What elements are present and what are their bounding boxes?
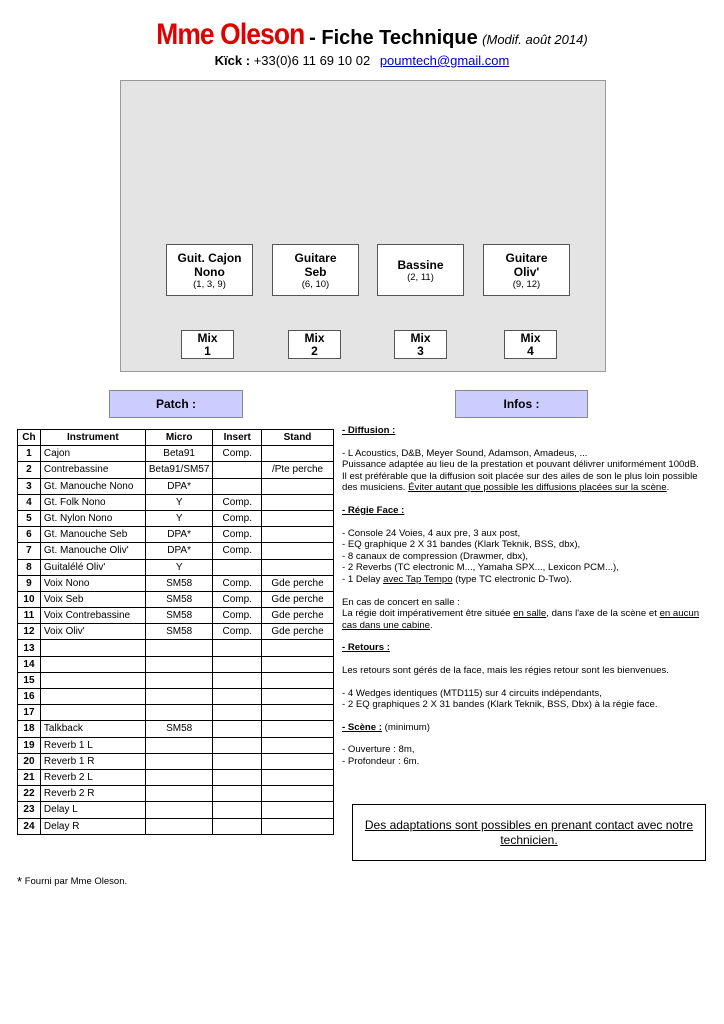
table-cell xyxy=(262,818,334,834)
table-cell: 8 xyxy=(18,559,41,575)
table-cell: 6 xyxy=(18,527,41,543)
info-line: - 8 canaux de compression (Drawmer, dbx), xyxy=(342,550,529,562)
table-cell: 4 xyxy=(18,494,41,510)
info-line: - 1 Delay avec Tap Tempo (type TC electronic D-Two). xyxy=(342,573,572,585)
table-cell: 24 xyxy=(18,818,41,834)
table-cell: Gde perche xyxy=(262,624,334,640)
asterisk: * xyxy=(17,874,23,889)
regie-title: - Régie Face : xyxy=(342,504,405,516)
adaptation-line: technicien. xyxy=(500,833,558,847)
table-row xyxy=(18,656,334,672)
table-cell xyxy=(262,753,334,769)
table-cell xyxy=(40,705,145,721)
musician-box-4 xyxy=(483,244,570,296)
musician-name: Guitare xyxy=(505,251,548,265)
table-cell xyxy=(213,802,262,818)
table-cell: 5 xyxy=(18,510,41,526)
table-cell: Reverb 2 R xyxy=(40,786,145,802)
info-line: Puissance adaptée au lieu de la prestation et pouvant délivrer uniformément 100dB. xyxy=(342,459,699,471)
table-cell: 22 xyxy=(18,786,41,802)
table-cell: Delay R xyxy=(40,818,145,834)
table-cell: Comp. xyxy=(213,608,262,624)
table-cell xyxy=(262,640,334,656)
table-row xyxy=(18,510,334,526)
table-cell xyxy=(262,672,334,688)
table-row xyxy=(18,769,334,785)
info-line: des musiciens. Éviter autant que possible les diffusions placées sur la scène. xyxy=(342,482,670,494)
musician-name: Guitare xyxy=(294,251,337,265)
table-cell: Voix Oliv' xyxy=(40,624,145,640)
table-row xyxy=(18,575,334,591)
table-cell: 12 xyxy=(18,624,41,640)
info-line: - Console 24 Voies, 4 aux pre, 3 aux post, xyxy=(342,527,521,539)
table-cell: Comp. xyxy=(213,527,262,543)
col-header-insert: Insert xyxy=(213,430,262,446)
table-cell: Voix Nono xyxy=(40,575,145,591)
table-cell: 9 xyxy=(18,575,41,591)
table-cell: Comp. xyxy=(213,510,262,526)
table-row xyxy=(18,608,334,624)
table-cell: Gde perche xyxy=(262,575,334,591)
table-cell xyxy=(262,769,334,785)
table-cell: DPA* xyxy=(145,543,213,559)
table-row xyxy=(18,446,334,462)
table-cell: Beta91 xyxy=(145,446,213,462)
table-cell xyxy=(145,640,213,656)
table-cell: Contrebassine xyxy=(40,462,145,478)
table-cell xyxy=(213,640,262,656)
band-name: Mme Oleson xyxy=(156,18,305,51)
table-cell: DPA* xyxy=(145,478,213,494)
table-cell xyxy=(145,656,213,672)
table-cell xyxy=(145,753,213,769)
table-cell: Guitalélé Oliv' xyxy=(40,559,145,575)
table-cell xyxy=(262,527,334,543)
table-cell xyxy=(262,705,334,721)
musician-name: Oliv' xyxy=(513,265,540,279)
diffusion-title: - Diffusion : xyxy=(342,425,396,436)
footnote xyxy=(17,874,127,889)
table-cell: Gt. Manouche Oliv' xyxy=(40,543,145,559)
mix-box-4: Mix 4 xyxy=(504,330,557,359)
table-cell: Delay L xyxy=(40,802,145,818)
table-cell xyxy=(40,689,145,705)
info-line: cas dans une cabine. xyxy=(342,619,433,631)
table-cell: SM58 xyxy=(145,721,213,737)
doc-subtitle: - Fiche Technique xyxy=(309,27,478,49)
table-row xyxy=(18,543,334,559)
table-cell: 19 xyxy=(18,737,41,753)
table-cell: Talkback xyxy=(40,721,145,737)
mix-box-1: Mix 1 xyxy=(181,330,234,359)
footnote-text: Fourni par Mme Oleson. xyxy=(24,876,128,887)
table-cell xyxy=(213,462,262,478)
page-title xyxy=(0,18,724,52)
infos-panel xyxy=(342,425,712,767)
table-cell: Comp. xyxy=(213,446,262,462)
table-cell: Gt. Nylon Nono xyxy=(40,510,145,526)
table-cell xyxy=(213,721,262,737)
infos-header: Infos : xyxy=(455,390,588,418)
table-row xyxy=(18,672,334,688)
table-cell: 17 xyxy=(18,705,41,721)
scene-title-line: - Scène : (minimum) xyxy=(342,721,430,733)
table-cell xyxy=(262,689,334,705)
table-cell: Reverb 1 L xyxy=(40,737,145,753)
musician-box-1 xyxy=(166,244,253,296)
col-header-ch: Ch xyxy=(18,430,41,446)
table-cell: Voix Seb xyxy=(40,591,145,607)
info-line: - Ouverture : 8m, xyxy=(342,744,415,756)
table-cell: Gt. Folk Nono xyxy=(40,494,145,510)
musician-name: Seb xyxy=(304,265,327,279)
info-line: - 2 Reverbs (TC electronic M..., Yamaha SPX..., Lexicon PCM...), xyxy=(342,562,619,574)
patch-table xyxy=(17,429,334,835)
table-cell: 21 xyxy=(18,769,41,785)
table-cell: Y xyxy=(145,559,213,575)
adaptation-line: Des adaptations sont possibles en prenant contact avec notre xyxy=(364,818,694,832)
table-row xyxy=(18,818,334,834)
table-cell xyxy=(262,802,334,818)
table-cell: Comp. xyxy=(213,624,262,640)
table-cell: 7 xyxy=(18,543,41,559)
table-cell: Cajon xyxy=(40,446,145,462)
table-cell xyxy=(262,543,334,559)
table-cell xyxy=(262,737,334,753)
table-cell: Comp. xyxy=(213,543,262,559)
table-cell: Y xyxy=(145,494,213,510)
table-cell: 18 xyxy=(18,721,41,737)
table-row xyxy=(18,478,334,494)
col-header-instrument: Instrument xyxy=(40,430,145,446)
retours-title: - Retours : xyxy=(342,642,390,654)
table-cell: Comp. xyxy=(213,591,262,607)
musician-name: Guit. Cajon xyxy=(177,251,242,265)
table-cell: 11 xyxy=(18,608,41,624)
table-cell: /Pte perche xyxy=(262,462,334,478)
modif-date: (Modif. août 2014) xyxy=(482,32,588,47)
table-cell xyxy=(262,721,334,737)
table-cell xyxy=(213,705,262,721)
table-cell xyxy=(213,769,262,785)
table-row xyxy=(18,705,334,721)
contact-email-link[interactable]: poumtech@gmail.com xyxy=(379,53,510,68)
table-cell: 13 xyxy=(18,640,41,656)
table-cell xyxy=(145,802,213,818)
table-cell xyxy=(262,786,334,802)
table-cell xyxy=(213,672,262,688)
adaptation-note xyxy=(352,804,706,861)
table-cell: Gde perche xyxy=(262,591,334,607)
table-cell xyxy=(145,689,213,705)
stage-plan xyxy=(120,80,606,372)
info-line: - EQ graphique 2 X 31 bandes (Klark Teknik, BSS, dbx), xyxy=(342,539,581,551)
table-cell: Gde perche xyxy=(262,608,334,624)
table-row xyxy=(18,527,334,543)
table-row xyxy=(18,721,334,737)
table-cell xyxy=(145,737,213,753)
table-cell: 1 xyxy=(18,446,41,462)
table-cell xyxy=(262,494,334,510)
table-cell: 10 xyxy=(18,591,41,607)
table-row xyxy=(18,802,334,818)
table-row xyxy=(18,689,334,705)
musician-channels: (9, 12) xyxy=(512,279,541,290)
table-cell: Y xyxy=(145,510,213,526)
table-cell xyxy=(145,786,213,802)
table-row xyxy=(18,786,334,802)
table-cell: Beta91/SM57 xyxy=(145,462,213,478)
table-cell xyxy=(145,705,213,721)
contact-line xyxy=(0,53,724,68)
table-cell xyxy=(262,510,334,526)
table-cell xyxy=(213,753,262,769)
patch-header: Patch : xyxy=(109,390,243,418)
info-line: - L Acoustics, D&B, Meyer Sound, Adamson, Amadeus, ... xyxy=(342,447,588,459)
table-cell: Comp. xyxy=(213,575,262,591)
info-line: En cas de concert en salle : xyxy=(342,596,460,608)
musician-name: Nono xyxy=(194,265,225,279)
col-header-micro: Micro xyxy=(145,430,213,446)
table-cell: SM58 xyxy=(145,608,213,624)
table-cell: Reverb 2 L xyxy=(40,769,145,785)
table-row xyxy=(18,624,334,640)
table-row xyxy=(18,559,334,575)
table-cell xyxy=(213,559,262,575)
musician-channels: (2, 11) xyxy=(407,272,434,283)
info-line: - Profondeur : 6m. xyxy=(342,755,420,767)
table-cell: SM58 xyxy=(145,591,213,607)
table-cell xyxy=(40,640,145,656)
table-cell: 14 xyxy=(18,656,41,672)
table-row xyxy=(18,640,334,656)
mix-box-3: Mix 3 xyxy=(394,330,447,359)
table-cell: Comp. xyxy=(213,494,262,510)
table-cell xyxy=(40,656,145,672)
table-cell xyxy=(213,818,262,834)
info-line: - 4 Wedges identiques (MTD115) sur 4 circuits indépendants, xyxy=(342,687,602,699)
table-cell xyxy=(145,818,213,834)
table-cell xyxy=(145,769,213,785)
table-row xyxy=(18,591,334,607)
table-cell: 16 xyxy=(18,689,41,705)
table-cell xyxy=(213,737,262,753)
musician-channels: (6, 10) xyxy=(301,279,330,290)
mix-box-2: Mix 2 xyxy=(288,330,341,359)
scene-title: - Scène : xyxy=(342,721,382,733)
table-cell: 2 xyxy=(18,462,41,478)
table-cell: SM58 xyxy=(145,624,213,640)
patch-header-row xyxy=(18,430,334,446)
musician-channels: (1, 3, 9) xyxy=(193,279,226,290)
table-cell: 20 xyxy=(18,753,41,769)
table-row xyxy=(18,494,334,510)
table-cell xyxy=(262,446,334,462)
contact-label: Kïck : xyxy=(214,53,251,68)
table-cell: 3 xyxy=(18,478,41,494)
musician-box-2 xyxy=(272,244,359,296)
musician-box-3 xyxy=(377,244,464,296)
table-cell: SM58 xyxy=(145,575,213,591)
table-cell xyxy=(213,656,262,672)
table-row xyxy=(18,753,334,769)
contact-phone: +33(0)6 11 69 10 02 xyxy=(253,53,371,68)
table-cell: DPA* xyxy=(145,527,213,543)
info-line: Il est préférable que la diffusion soit placée sur des ailes de son le plus loin possible xyxy=(342,470,698,482)
table-row xyxy=(18,737,334,753)
musician-name: Bassine xyxy=(397,258,444,272)
table-cell xyxy=(40,672,145,688)
table-cell: Voix Contrebassine xyxy=(40,608,145,624)
table-cell: Gt. Manouche Seb xyxy=(40,527,145,543)
table-cell: Reverb 1 R xyxy=(40,753,145,769)
table-cell: Gt. Manouche Nono xyxy=(40,478,145,494)
table-row xyxy=(18,462,334,478)
table-cell xyxy=(262,656,334,672)
table-cell xyxy=(145,672,213,688)
info-line: - 2 EQ graphiques 2 X 31 bandes (Klark Teknik, BSS, Dbx) à la régie face. xyxy=(342,699,658,711)
table-cell: 23 xyxy=(18,802,41,818)
table-cell xyxy=(213,478,262,494)
table-cell: 15 xyxy=(18,672,41,688)
info-line: Les retours sont gérés de la face, mais les régies retour sont les bienvenues. xyxy=(342,664,669,676)
table-cell xyxy=(213,786,262,802)
col-header-stand: Stand xyxy=(262,430,334,446)
table-cell xyxy=(213,689,262,705)
table-cell xyxy=(262,478,334,494)
table-cell xyxy=(262,559,334,575)
info-line: La régie doit impérativement être située en salle, dans l'axe de la scène et en aucun xyxy=(342,608,700,620)
